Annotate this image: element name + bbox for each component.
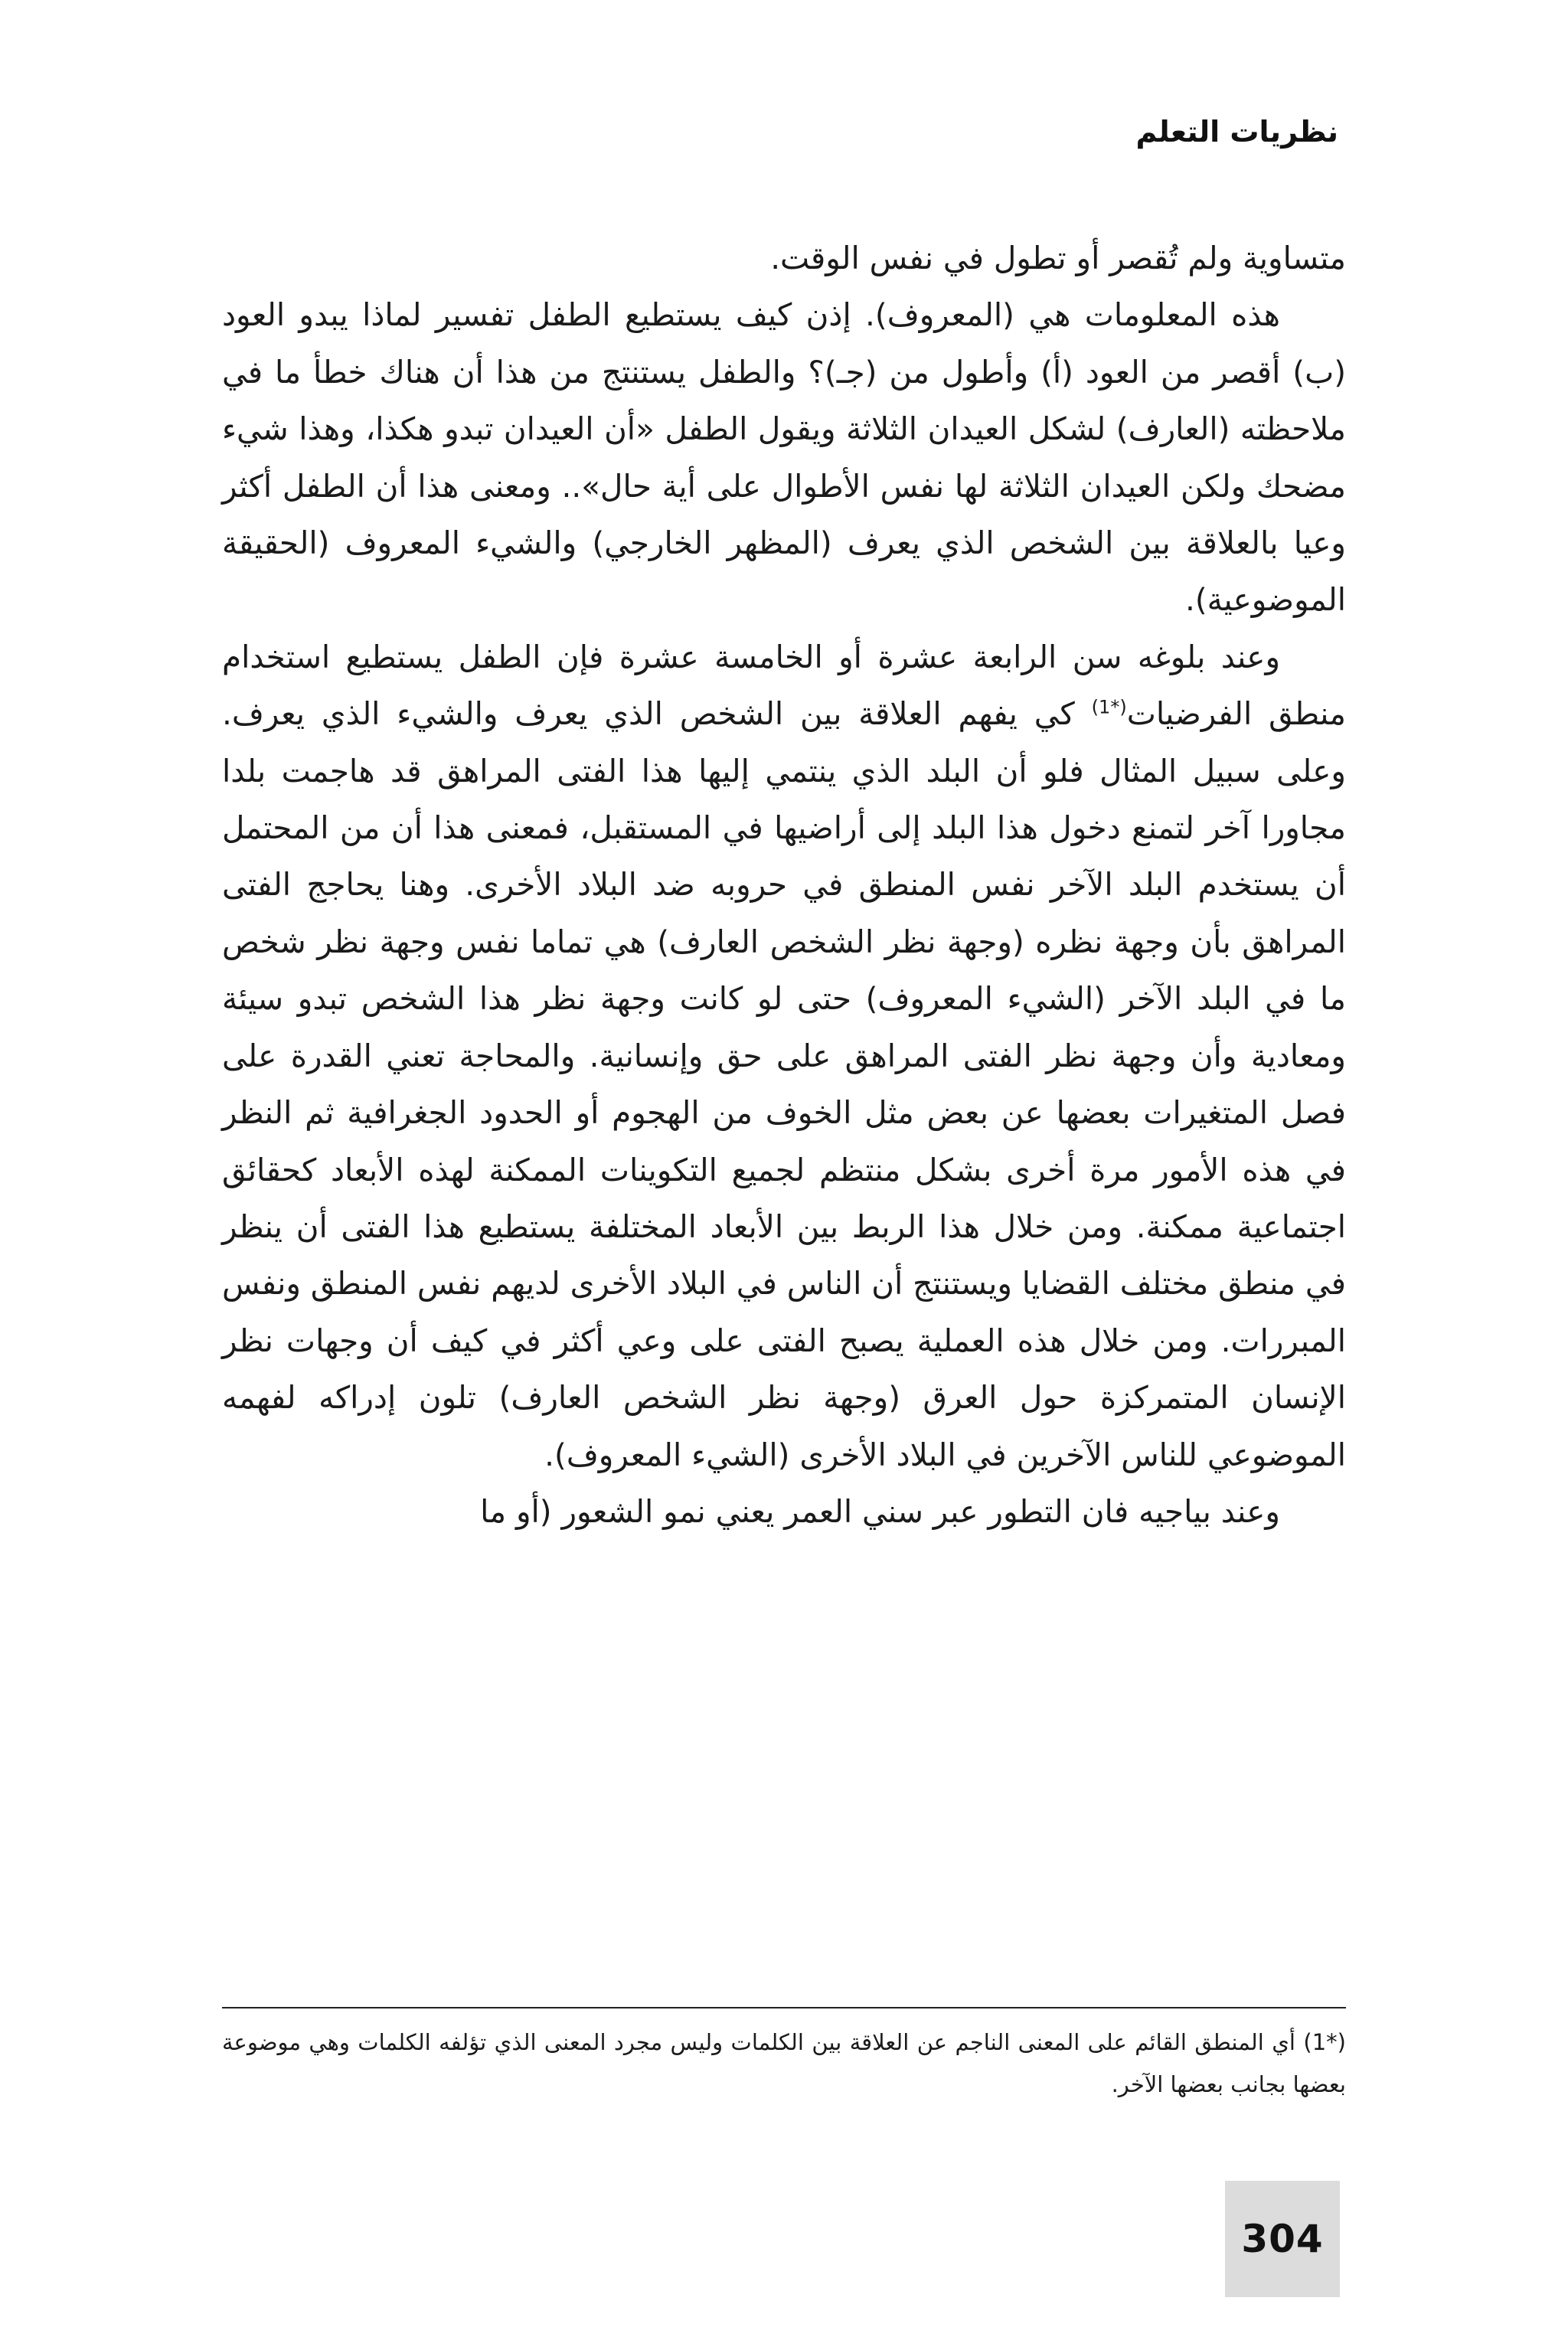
footnote [222,2022,1346,2106]
paragraph-3-text-b: كي يفهم العلاقة بين الشخص الذي يعرف والشيء الذي يعرف. وعلى سبيل المثال فلو أن البلد الذي ينتمي إليها هذا الفتى المراهق قد هاجمت بلدا مجاورا آخر لتمنع دخول هذا البلد إلى أراضيها في المستقبل، فمعنى هذا أن من المحتمل أن يستخدم البلد الآخر نفس المنطق في حروبه ضد البلاد الأخرى. وهنا يحاجج الفتى المراهق بأن وجهة نظره (وجهة نظر الشخص العارف) هي تماما نفس وجهة نظر شخص ما في البلد الآخر (الشيء المعروف) حتى لو كانت وجهة نظر هذا الشخص تبدو سيئة ومعادية وأن وجهة نظر الفتى المراهق على حق وإنسانية. والمحاجة تعني القدرة على فصل المتغيرات بعضها عن بعض مثل الخوف من الهجوم أو الحدود الجغرافية ثم النظر في هذه الأمور مرة أخرى بشكل منتظم لجميع التكوينات الممكنة لهذه الأبعاد كحقائق اجتماعية ممكنة. ومن خلال هذا الربط بين الأبعاد المختلفة يستطيع هذا الفتى أن ينظر في منطق مختلف القضايا ويستنتج أن الناس في البلاد الأخرى لديهم نفس المنطق ونفس المبررات. ومن خلال هذه العملية يصبح الفتى على وعي أكثر في كيف أن وجهات نظر الإنسان المتمركزة حول العرق (وجهة نظر الشخص العارف) تلون إدراكه لفهمه الموضوعي للناس الآخرين في البلاد الأخرى (الشيء المعروف). [222,695,1346,1473]
paragraph-4: وعند بياجيه فان التطور عبر سني العمر يعني نمو الشعور (أو ما [480,1492,1280,1530]
body-text [222,230,1346,1540]
paragraph-1: متساوية ولم تُقصر أو تطول في نفس الوقت. [770,240,1346,276]
page-number-box [1225,2181,1340,2297]
footnote-text: (*1) أي المنطق القائم على المعنى الناجم عن العلاقة بين الكلمات وليس مجرد المعنى الذي تؤلفه الكلمات وهي موضوعة بعضها بجانب بعضها الآخر. [222,2029,1346,2097]
running-header: نظريات التعلم [1135,115,1338,149]
paragraph-2: هذه المعلومات هي (المعروف). إذن كيف يستطيع الطفل تفسير لماذا يبدو العود (ب) أقصر من العود (أ) وأطول من (جـ)؟ والطفل يستنتج من هذا أن هناك خطأ ما في ملاحظته (العارف) لشكل العيدان الثلاثة ويقول الطفل «أن العيدان تبدو هكذا، وهذا شيء مضحك ولكن العيدان الثلاثة لها نفس الأطوال على أية حال».. ومعنى هذا أن الطفل أكثر وعيا بالعلاقة بين الشخص الذي يعرف (المظهر الخارجي) والشيء المعروف (الحقيقة الموضوعية). [222,296,1346,619]
page-number: 304 [1241,2217,1324,2261]
paragraph-3 [222,629,1346,1483]
footnote-divider [222,2007,1346,2008]
paragraph-3-text-a: وعند بلوغه سن الرابعة عشرة أو الخامسة عشرة فإن الطفل يستطيع استخدام منطق الفرضيات [222,638,1346,733]
footnote-reference: (*1) [1091,696,1127,718]
